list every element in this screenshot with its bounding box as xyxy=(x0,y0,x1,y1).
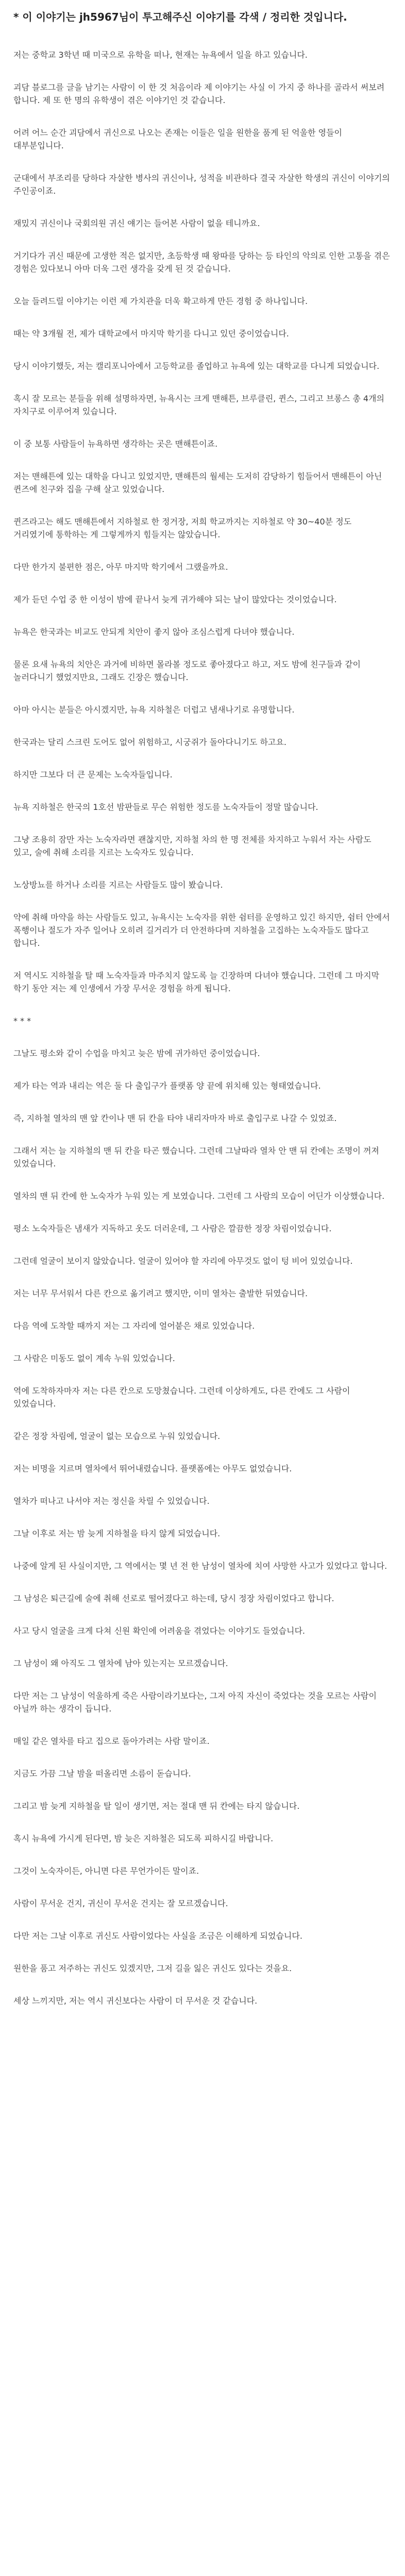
paragraph: 세상 느끼지만, 저는 역시 귀신보다는 사람이 더 무서운 것 같습니다. xyxy=(13,1996,258,2006)
paragraph: 그 사람은 미동도 없이 계속 누워 있었습니다. xyxy=(13,1353,175,1363)
paragraph: 사람이 무서운 건지, 귀신이 무서운 건지는 잘 모르겠습니다. xyxy=(13,1899,228,1908)
paragraph: 뉴욕 지하철은 한국의 1호선 밤판들로 무슨 위험한 정도를 노숙자들이 정말 많습니다. xyxy=(13,802,318,812)
paragraph: 제가 듣던 수업 중 한 이성이 밤에 끝나서 늦게 귀가해야 되는 날이 많았다는 것이었습니다. xyxy=(13,595,337,604)
paragraph: 제가 타는 역과 내리는 역은 둘 다 출입구가 플랫폼 양 끝에 위치해 있는 형태였습니다. xyxy=(13,1081,321,1091)
paragraph: 오늘 들려드릴 이야기는 이런 제 가치관을 더욱 확고하게 만든 경험 중 하나입니다. xyxy=(13,296,308,306)
paragraph: 뉴욕은 한국과는 비교도 안되게 치안이 좋지 않아 조심스럽게 다녀야 했습니다. xyxy=(13,627,295,637)
paragraph: 다만 저는 그 남성이 억울하게 죽은 사람이라기보다는, 그저 아직 자신이 죽었다는 것을 모르는 사람이 아닐까 하는 생각이 듭니다. xyxy=(13,1691,379,1714)
paragraph: 역에 도착하자마자 저는 다른 칸으로 도망쳤습니다. 그런데 이상하게도, 다른 칸에도 그 사람이 있었습니다. xyxy=(13,1386,353,1409)
paragraph: 원한을 품고 저주하는 귀신도 있겠지만, 그저 길을 잃은 귀신도 있다는 것을요. xyxy=(13,1963,292,1973)
paragraph: 저는 비명을 지르며 열차에서 뛰어내렸습니다. 플랫폼에는 아무도 없었습니다. xyxy=(13,1464,292,1473)
paragraph: 혹시 잘 모르는 분들을 위해 설명하자면, 뉴욕시는 크게 맨해튼, 브루클린, 퀸스, 그리고 브롱스 총 4개의 자치구로 이루어져 있습니다. xyxy=(13,394,387,416)
paragraph: 괴담 블로그를 글을 남기는 사람이 이 한 것 처음이라 제 이야기는 사실 이 가지 중 하나를 골라서 써보려 합니다. 제 또 한 명의 유학생이 겪은 이야기인 것 같습니다. xyxy=(13,82,387,105)
paragraph: 하지만 그보다 더 큰 문제는 노숙자들입니다. xyxy=(13,770,173,779)
paragraph: 그 남성은 퇴근길에 술에 취해 선로로 떨어졌다고 하는데, 당시 정장 차림이었다고 합니다. xyxy=(13,1594,334,1603)
paragraph: 매일 같은 열차를 타고 집으로 돌아가려는 사람 말이죠. xyxy=(13,1736,210,1746)
paragraph: 저는 맨해튼에 있는 대학을 다니고 있었지만, 맨해튼의 월세는 도저히 감당하기 힘들어서 맨해튼이 아닌 퀸즈에 친구와 집을 구해 살고 있었습니다. xyxy=(13,471,385,494)
paragraph: 어려 어느 순간 괴담에서 귀신으로 나오는 존재는 이들은 일을 원한을 품게 된 억울한 영들이 대부분입니다. xyxy=(13,128,345,150)
paragraph: 그런데 얼굴이 보이지 않았습니다. 얼굴이 있어야 할 자리에 아무것도 없이 텅 비어 있었습니다. xyxy=(13,1256,353,1266)
paragraph: 저는 중학교 3학년 때 미국으로 유학을 떠나, 현재는 뉴욕에서 일을 하고 있습니다. xyxy=(13,50,308,60)
paragraph: 혹시 뉴욕에 가시게 된다면, 밤 늦은 지하철은 되도록 피하시길 바랍니다. xyxy=(13,1834,274,1843)
article-header: * 이 이야기는 jh5967님이 투고해주신 이야기를 각색 / 정리한 것입니다. xyxy=(13,11,347,23)
paragraph: 나중에 알게 된 사실이지만, 그 역에서는 몇 년 전 한 남성이 열차에 치여 사망한 사고가 있었다고 합니다. xyxy=(13,1561,387,1571)
paragraph: 즉, 지하철 열차의 맨 앞 칸이나 맨 뒤 칸을 타야 내리자마자 바로 출입구로 나갈 수 있었죠. xyxy=(13,1113,337,1123)
paragraph: 퀸즈라고는 해도 맨해튼에서 지하철로 한 정거장, 저희 학교까지는 지하철로 약 30~40분 정도 거리였기에 통학하는 게 그렇게까지 힘들지는 않았습니다. xyxy=(13,517,355,539)
paragraph: 사고 당시 얼굴을 크게 다쳐 신원 확인에 어려움을 겪었다는 이야기도 들었습니다. xyxy=(13,1626,305,1636)
paragraph: 아마 아시는 분들은 아시겠지만, 뉴욕 지하철은 더럽고 냄새나기로 유명합니다. xyxy=(13,705,295,715)
paragraph: 재밌지 귀신이나 국회의원 귀신 얘기는 들어본 사람이 없을 테니까요. xyxy=(13,218,260,228)
paragraph: 다만 한가지 불편한 점은, 아무 마지막 학기에서 그랬을까요. xyxy=(13,562,228,572)
article-body xyxy=(13,48,392,2007)
paragraph: 노상방뇨를 하거나 소리를 지르는 사람들도 많이 봤습니다. xyxy=(13,880,223,890)
paragraph: 때는 약 3개월 전, 제가 대학교에서 마지막 학기를 다니고 있던 중이었습니다. xyxy=(13,329,289,338)
paragraph: 그것이 노숙자이든, 아니면 다른 무언가이든 말이죠. xyxy=(13,1866,199,1876)
paragraph: 그날 이후로 저는 밤 늦게 지하철을 타지 않게 되었습니다. xyxy=(13,1529,221,1538)
paragraph: 지금도 가끔 그날 밤을 떠올리면 소름이 돋습니다. xyxy=(13,1769,191,1778)
paragraph: 다만 저는 그날 이후로 귀신도 사람이었다는 사실을 조금은 이해하게 되었습니다. xyxy=(13,1931,302,1941)
paragraph: 열차의 맨 뒤 칸에 한 노숙자가 누워 있는 게 보였습니다. 그런데 그 사람의 모습이 어딘가 이상했습니다. xyxy=(13,1191,385,1201)
paragraph: 그리고 밤 늦게 지하철을 탈 일이 생기면, 저는 절대 맨 뒤 칸에는 타지 않습니다. xyxy=(13,1801,300,1811)
paragraph: 그날도 평소와 같이 수업을 마치고 늦은 밤에 귀가하던 중이었습니다. xyxy=(13,1048,260,1058)
paragraph: 저는 너무 무서워서 다른 칸으로 옮기려고 했지만, 이미 열차는 출발한 뒤였습니다. xyxy=(13,1289,308,1298)
paragraph: * * * xyxy=(13,1016,31,1026)
paragraph: 그 남성이 왜 아직도 그 열차에 남아 있는지는 모르겠습니다. xyxy=(13,1658,228,1668)
paragraph: 약에 취해 마약을 하는 사람들도 있고, 뉴욕시는 노숙자를 위한 쉼터를 운영하고 있긴 하지만, 쉼터 안에서 폭행이나 절도가 자주 일어나 오히려 길거리가 더 안전하다며 지하철을 고집하는 노숙자들도 많다고 합니다. xyxy=(13,912,393,948)
paragraph: 거기다가 귀신 때문에 고생한 적은 없지만, 초등학생 때 왕따를 당하는 등 타인의 악의로 인한 고통을 겪은 경험은 있다보니 아마 더욱 그런 생각을 갖게 된 것 같습니다. xyxy=(13,251,393,274)
paragraph: 군대에서 부조리를 당하다 자살한 병사의 귀신이나, 성적을 비관하다 결국 자살한 학생의 귀신이 이야기의 주인공이죠. xyxy=(13,173,393,196)
paragraph: 평소 노숙자들은 냄새가 지독하고 옷도 더러운데, 그 사람은 깔끔한 정장 차림이었습니다. xyxy=(13,1224,332,1233)
paragraph: 물론 요새 뉴욕의 치안은 과거에 비하면 몰라볼 정도로 좋아졌다고 하고, 저도 밤에 친구들과 같이 놀러다니기 했었지만요, 그래도 긴장은 했습니다. xyxy=(13,659,364,682)
paragraph: 그래서 저는 늘 지하철의 맨 뒤 칸을 타곤 했습니다. 그런데 그날따라 열차 안 맨 뒤 칸에는 조명이 꺼져 있었습니다. xyxy=(13,1146,382,1168)
paragraph: 같은 정장 차림에, 얼굴이 없는 모습으로 누워 있었습니다. xyxy=(13,1431,221,1441)
paragraph: 이 중 보통 사람들이 뉴욕하면 생각하는 곳은 맨해튼이죠. xyxy=(13,439,218,449)
paragraph: 열차가 떠나고 나서야 저는 정신을 차릴 수 있었습니다. xyxy=(13,1496,210,1506)
paragraph: 당시 이야기했듯, 저는 캘리포니아에서 고등학교를 졸업하고 뉴욕에 있는 대학교를 다니게 되었습니다. xyxy=(13,361,380,371)
paragraph: 그냥 조용히 잠만 자는 노숙자라면 괜찮지만, 지하철 차의 한 명 전체를 차지하고 누워서 자는 사람도 있고, 술에 취해 소리를 지르는 노숙자도 있습니다. xyxy=(13,835,374,857)
paragraph: 한국과는 달리 스크린 도어도 없어 위험하고, 시궁쥐가 돌아다니기도 하고요. xyxy=(13,737,286,747)
paragraph: 저 역시도 지하철을 탈 때 노숙자들과 마주치지 않도록 늘 긴장하며 다녀야 했습니다. 그런데 그 마지막 학기 동안 저는 제 인생에서 가장 무서운 경험을 하게 됩니다. xyxy=(13,971,382,993)
paragraph: 다음 역에 도착할 때까지 저는 그 자리에 얼어붙은 채로 있었습니다. xyxy=(13,1321,255,1331)
